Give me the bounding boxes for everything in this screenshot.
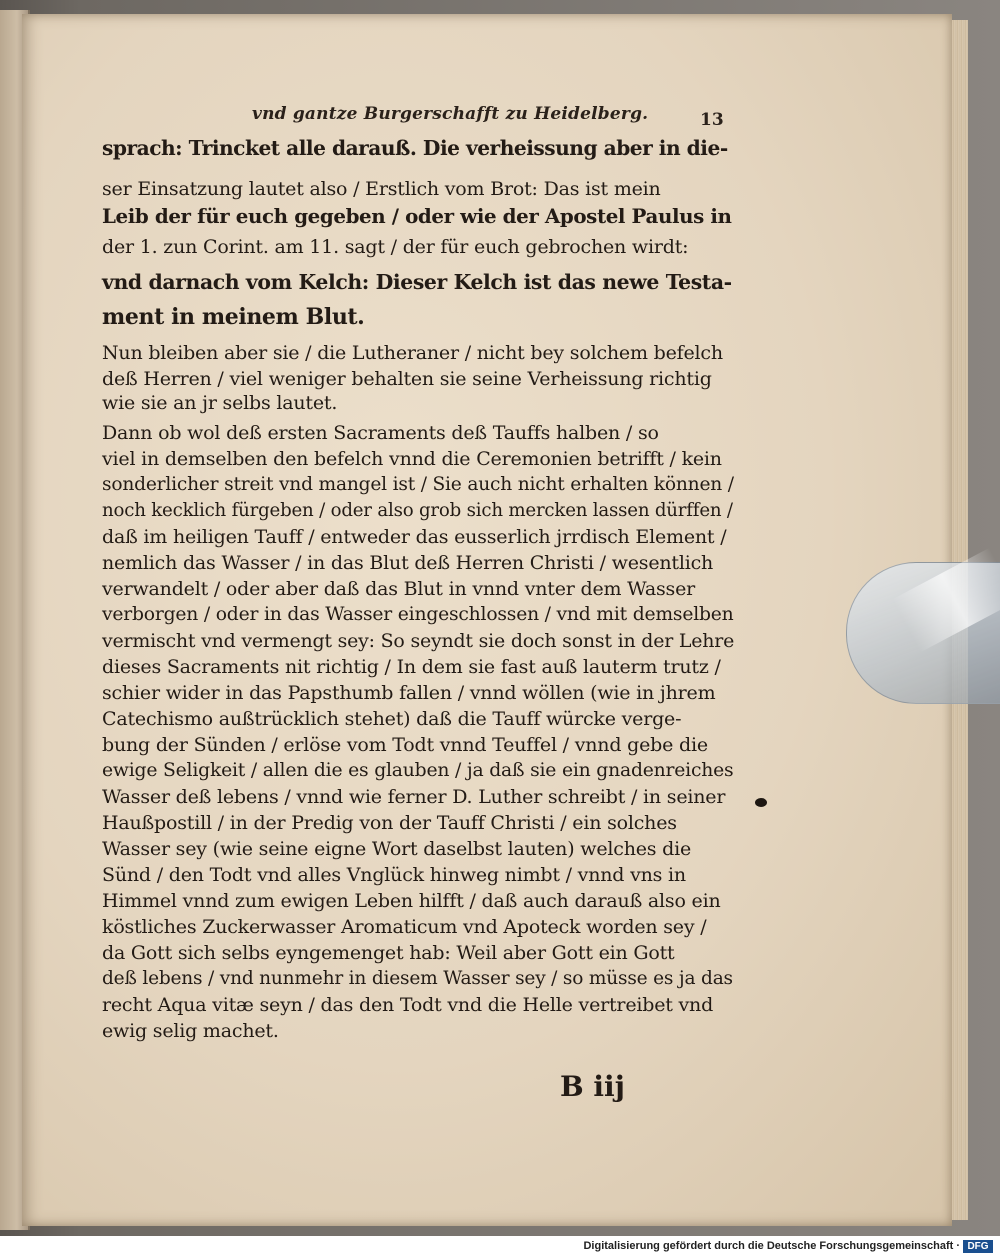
- text-line: recht Aqua vitæ seyn / das den Todt vnd die Helle vertreibet vnd: [102, 994, 714, 1016]
- text-line: wie sie an jr selbs lautet.: [102, 392, 338, 414]
- text-line: bung der Sünden / erlöse vom Todt vnnd Teuffel / vnnd gebe die: [102, 734, 708, 756]
- text-line: dieses Sacraments nit richtig / In dem sie fast auß lauterm trutz /: [102, 656, 721, 678]
- ink-spot: [755, 798, 767, 807]
- text-line: daß im heiligen Tauff / entweder das eusserlich jrrdisch Element /: [102, 526, 727, 548]
- text-line: deß lebens / vnd nunmehr in diesem Wasser sey / so müsse es ja das: [102, 968, 733, 989]
- funding-note: Digitalisierung gefördert durch die Deutsche Forschungsgemeinschaft ·: [583, 1240, 960, 1252]
- text-line: noch kecklich fürgeben / oder also grob sich mercken lassen dürffen /: [102, 500, 733, 521]
- text-line: schier wider in das Papsthumb fallen / vnnd wöllen (wie in jhrem: [102, 682, 716, 704]
- text-line: sonderlicher streit vnd mangel ist / Sie auch nicht erhalten können /: [102, 474, 734, 495]
- text-line: ewige Seligkeit / allen die es glauben / ja daß sie ein gnadenreiches: [102, 760, 734, 781]
- text-line: Nun bleiben aber sie / die Lutheraner / nicht bey solchem befelch: [102, 342, 723, 364]
- text-line: vnd darnach vom Kelch: Dieser Kelch ist das newe Testa-: [102, 270, 732, 294]
- text-line: Sünd / den Todt vnd alles Vnglück hinweg nimbt / vnnd vns in: [102, 864, 686, 886]
- text-line: verborgen / oder in das Wasser eingeschlossen / vnd mit demselben: [102, 604, 734, 625]
- page-number: 13: [700, 110, 724, 130]
- dfg-logo: DFG: [963, 1240, 993, 1253]
- text-line: sprach: Trincket alle darauß. Die verheissung aber in die-: [102, 136, 728, 160]
- text-line: ment in meinem Blut.: [102, 304, 365, 330]
- text-line: da Gott sich selbs eyngemenget hab: Weil aber Gott ein Gott: [102, 942, 675, 964]
- text-line: Haußpostill / in der Predig von der Tauff Christi / ein solches: [102, 812, 677, 834]
- text-line: deß Herren / viel weniger behalten sie seine Verheissung richtig: [102, 368, 712, 390]
- text-line: verwandelt / oder aber daß das Blut in vnnd vnter dem Wasser: [102, 578, 695, 600]
- text-line: köstliches Zuckerwasser Aromaticum vnd Apoteck worden sey /: [102, 916, 707, 938]
- text-line: vermischt vnd vermengt sey: So seyndt sie doch sonst in der Lehre: [102, 630, 735, 652]
- signature-mark: B iij: [560, 1070, 625, 1103]
- text-line: der 1. zun Corint. am 11. sagt / der für euch gebrochen wirdt:: [102, 236, 689, 258]
- text-line: Wasser sey (wie seine eigne Wort daselbst lauten) welches die: [102, 838, 692, 860]
- text-line: Leib der für euch gegeben / oder wie der Apostel Paulus in: [102, 204, 732, 228]
- text-line: ser Einsatzung lautet also / Erstlich vom Brot: Das ist mein: [102, 178, 661, 200]
- text-line: Wasser deß lebens / vnnd wie ferner D. Luther schreibt / in seiner: [102, 786, 726, 808]
- text-line: nemlich das Wasser / in das Blut deß Herren Christi / wesentlich: [102, 552, 714, 574]
- text-line: Dann ob wol deß ersten Sacraments deß Tauffs halben / so: [102, 422, 659, 444]
- running-head: vnd gantze Burgerschafft zu Heidelberg.: [252, 104, 649, 124]
- text-line: viel in demselben den befelch vnnd die Ceremonien betrifft / kein: [102, 448, 722, 470]
- text-line: Himmel vnnd zum ewigen Leben hilfft / daß auch darauß also ein: [102, 890, 721, 912]
- text-line: ewig selig machet.: [102, 1020, 279, 1042]
- text-line: Catechismo außtrücklich stehet) daß die Tauff würcke verge-: [102, 708, 682, 730]
